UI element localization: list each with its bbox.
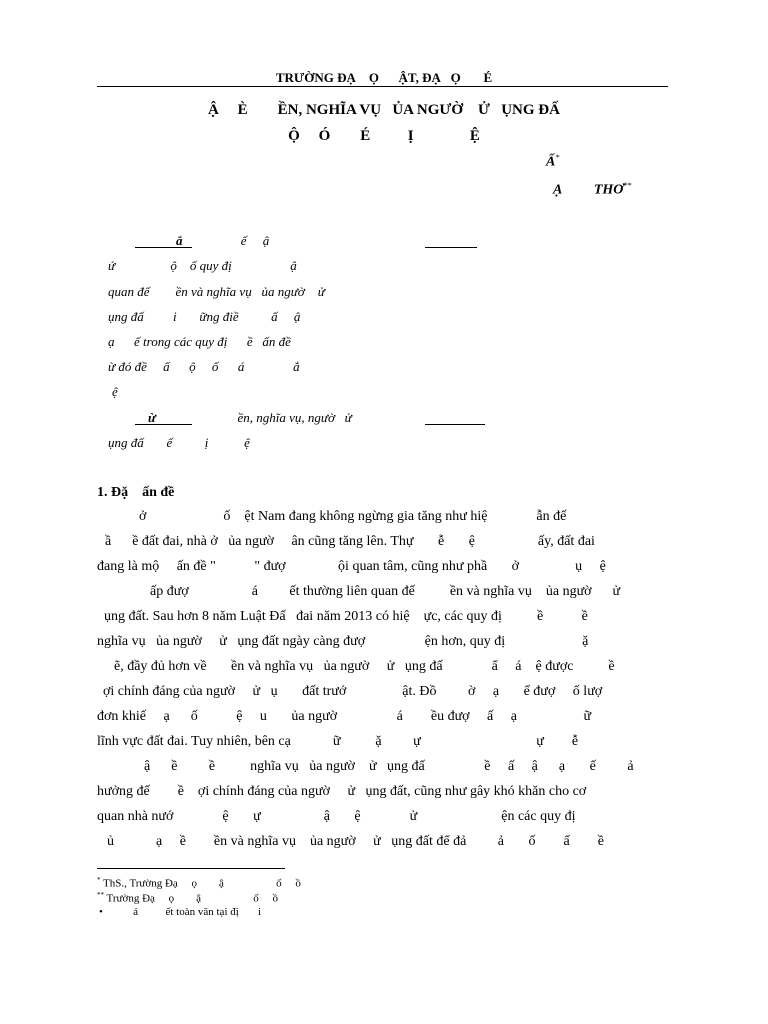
author-1-mark: * (555, 153, 560, 162)
body-line: đơn khiế ạ ố ệ u ủa ngườ á ều đượ ấ ạ ữ (97, 709, 592, 724)
abstract-line: ụng đấ i ững điề ấ ậ (108, 309, 301, 324)
abstract-line: ạ ế trong các quy đị ề ấn đề (108, 334, 291, 349)
body-line: ủ ạ ề ền và nghĩa vụ ủa ngườ ử ụng đất để đả ả ố ấ ề (107, 834, 604, 849)
body-line: ụng đất. Sau hơn 8 năm Luật Đấ đai năm 2013 có hiệ ực, các quy đị ề ề (104, 609, 588, 624)
author-1 (546, 153, 559, 171)
body-line: ầ ề đất đai, nhà ở ủa ngườ ân cũng tăng lên. Thự ễ ệ ấy, đất đai (105, 534, 595, 549)
article-title-line-1: Ậ È ỀN, NGHĨA VỤ ỦA NGƯỜ Ử ỤNG ĐẤ (208, 102, 560, 118)
journal-header: TRƯỜNG ĐẠ Ọ ẬT, ĐẠ Ọ É (275, 70, 493, 85)
author-2-mark: ** (623, 181, 632, 190)
keywords-line: ụng đấ ế ị ệ (108, 435, 250, 450)
keywords-label: ừ (148, 410, 156, 425)
abstract-line: ừ đó đề ấ ộ ố á ẳ (108, 359, 300, 374)
abstract-label: ắ (176, 233, 183, 248)
abstract-label-rule (135, 247, 192, 248)
article-title-line-2: Ộ Ó É Ị Ệ (288, 128, 480, 144)
abstract-line: quan đế ền và nghĩa vụ ủa ngườ ử (108, 284, 325, 299)
body-line: hưởng đế ề ợi chính đáng của ngườ ử ụng đất, cũng như gây khó khăn cho cơ (97, 784, 587, 799)
footnote-3-mark: • (99, 906, 103, 918)
keywords-line: ền, nghĩa vụ, ngườ ử (192, 410, 352, 425)
body-line: nghĩa vụ ủa ngườ ử ụng đất ngày càng đượ ện hơn, quy đị ặ (97, 634, 589, 649)
footnote-2 (97, 891, 278, 905)
footnote-1 (97, 876, 301, 890)
body-line: lĩnh vực đất đai. Tuy nhiên, bên cạ ữ ặ ự ự ễ (97, 734, 579, 749)
footnote-1-text: ThS., Trường Đạ ọ ậ ố ồ (100, 877, 301, 890)
body-line: đang là mộ ấn đề " " đượ ội quan tâm, cũng như phầ ở ụ ệ (97, 559, 606, 574)
keywords-right-rule (425, 424, 485, 425)
footnote-3-text: á ết toàn văn tại đị i (102, 906, 262, 918)
abstract-line: ứ ộ ố quy đị ậ (108, 258, 297, 273)
body-line: quan nhà nướ ệ ự ậ ệ ử ện các quy đị (97, 809, 576, 824)
footnote-1-mark: * (97, 876, 101, 884)
author-1-name: Ẩ (546, 154, 556, 170)
author-2-name: Ạ THƠ (553, 182, 624, 198)
author-2 (553, 181, 631, 199)
abstract-line: ệ (112, 384, 118, 399)
footnote-3 (99, 906, 261, 918)
footnote-separator (97, 868, 285, 869)
section-heading: 1. Đặ ấn đề (97, 485, 175, 500)
footnote-2-mark: ** (97, 891, 104, 899)
header-rule (97, 86, 668, 87)
abstract-line: ế ậ (192, 233, 270, 248)
abstract-right-rule (425, 247, 477, 248)
body-line: ấp đượ á ết thường liên quan đế ền và nghĩa vụ ủa ngườ ử (150, 584, 621, 599)
body-line: ẽ, đầy đủ hơn về ền và nghĩa vụ ủa ngườ ử ụng đấ ẩ á ệ được ề (114, 659, 615, 674)
keywords-label-rule (135, 424, 192, 425)
body-line: ở ố ệt Nam đang không ngừng gia tăng như hiệ ẫn đế (97, 509, 567, 524)
body-line: ợi chính đáng của ngườ ử ụ đất trướ ật. Đồ ờ ạ ế đượ ố lượ (103, 684, 603, 699)
footnote-2-text: Trường Đạ ọ ậ ố ồ (104, 892, 279, 905)
body-line: ậ ề ề nghĩa vụ ủa ngườ ử ụng đấ ề ấ ậ ạ ế ả (144, 759, 634, 774)
